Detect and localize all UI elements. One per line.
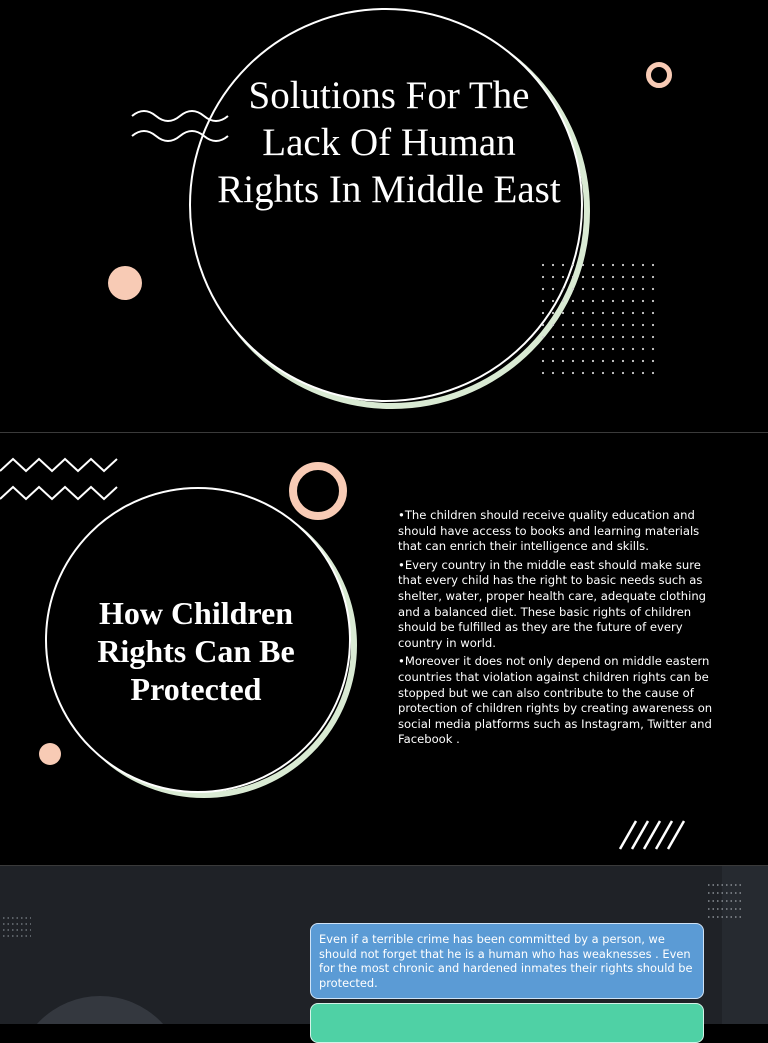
peach-dot-decoration <box>39 743 61 765</box>
info-box-blue <box>310 923 704 999</box>
info-box-teal <box>310 1003 704 1043</box>
dot-lines-decoration <box>3 918 31 936</box>
slash-lines-decoration <box>620 821 684 849</box>
peach-ring-decoration <box>293 466 343 516</box>
slide-1-title: Solutions For The Lack Of Human Rights In Middle East <box>217 74 561 211</box>
info-box-text: Even if a terrible crime has been committed by a person, we should not forget that he is a human who has weaknesses . Even for the most chronic and hardened inmates their rights should be protected. <box>319 932 693 990</box>
bullet-item: •The children should receive quality education and should have access to books and learning materials that can enrich their intelligence and skills. <box>398 508 700 554</box>
slide-2-title: How Children Rights Can Be Protected <box>97 595 295 707</box>
peach-dot-decoration <box>108 266 142 300</box>
peach-ring-decoration <box>649 65 670 86</box>
zigzag-line-decoration <box>0 487 117 499</box>
slide-1 <box>0 0 768 432</box>
slide-2-bullet-list <box>398 508 724 751</box>
zigzag-line-decoration <box>0 459 117 471</box>
bullet-item: •Every country in the middle east should make sure that every child has the right to basic needs such as shelter, water, proper health care, adequate clothing and a balanced diet. These basic rights of children should be fulfilled as they are the future of every country in world. <box>398 557 707 650</box>
slide-1-decorations <box>0 0 768 432</box>
bullet-item: •Moreover it does not only depend on middle eastern countries that violation against children rights can be stopped but we can also contribute to the cause of protection of children rights by creating awareness on social media platforms such as Instagram, Twitter and Facebook . <box>398 654 713 747</box>
dark-circle-decoration <box>15 996 185 1024</box>
side-panel-decoration <box>722 866 768 1024</box>
